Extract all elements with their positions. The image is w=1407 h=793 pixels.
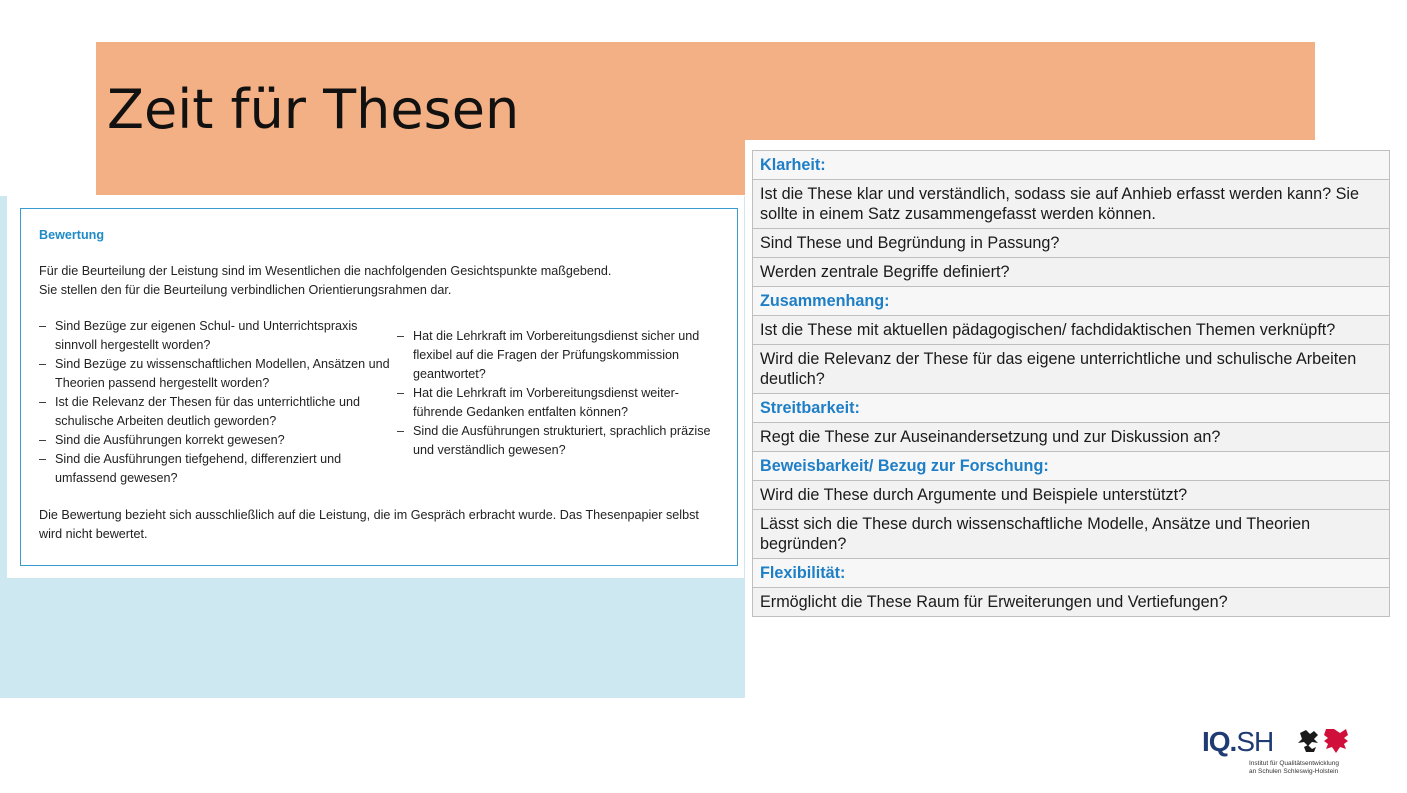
- category-label: Zusammenhang:: [753, 287, 1390, 316]
- table-row: [753, 345, 1390, 394]
- criterion-question: Wird die Relevanz der These für das eigene unterrichtliche und schulische Arbeiten deutlich?: [753, 345, 1390, 394]
- table-row: [753, 180, 1390, 229]
- list-item: – Sind Bezüge zu wissenschaftlichen Modellen, Ansätzen und Theorien passend hergestellt worden?: [39, 355, 395, 393]
- coat-of-arms-icon: [1296, 727, 1362, 755]
- list-item: – Sind Bezüge zur eigenen Schul- und Unterrichtspraxis sinnvoll hergestellt worden?: [39, 317, 395, 355]
- table-row: [753, 510, 1390, 559]
- logo-wordmark: IQ.SH: [1202, 726, 1274, 757]
- category-label: Klarheit:: [753, 151, 1390, 180]
- intro-line-2: Sie stellen den für die Beurteilung verbindlichen Orientierungsrahmen dar.: [39, 283, 452, 297]
- card-closing-note: Die Bewertung bezieht sich ausschließlich auf die Leistung, die im Gespräch erbracht wurde. Das Thesenpapier selbst wird nicht bewertet.: [39, 508, 699, 541]
- table-row: [753, 481, 1390, 510]
- list-item: – Hat die Lehrkraft im Vorbereitungsdienst weiter-führende Gedanken entfalten können?: [397, 384, 719, 422]
- table-row: [753, 316, 1390, 345]
- criteria-column-right: [395, 317, 719, 488]
- criterion-question: Ermöglicht die These Raum für Erweiterungen und Vertiefungen?: [753, 588, 1390, 617]
- list-item: – Sind die Ausführungen korrekt gewesen?: [39, 431, 395, 450]
- criteria-column-left: [39, 317, 395, 488]
- slide-title: Zeit für Thesen: [107, 78, 520, 141]
- table-category-row: [753, 452, 1390, 481]
- card-heading: Bewertung: [39, 228, 105, 242]
- criterion-question: Wird die These durch Argumente und Beispiele unterstützt?: [753, 481, 1390, 510]
- criterion-question: Ist die These mit aktuellen pädagogischen/ fachdidaktischen Themen verknüpft?: [753, 316, 1390, 345]
- intro-line-1: Für die Beurteilung der Leistung sind im Wesentlichen die nachfolgenden Gesichtspunkte maßgebend.: [39, 264, 612, 278]
- table-row: [753, 229, 1390, 258]
- assessment-card: [20, 208, 738, 566]
- table-category-row: [753, 394, 1390, 423]
- table-category-row: [753, 559, 1390, 588]
- list-item: – Hat die Lehrkraft im Vorbereitungsdienst sicher und flexibel auf die Fragen der Prüfungskommission geantwortet?: [397, 327, 719, 384]
- criterion-question: Sind These und Begründung in Passung?: [753, 229, 1390, 258]
- criterion-question: Regt die These zur Auseinandersetzung und zur Diskussion an?: [753, 423, 1390, 452]
- criterion-question: Ist die These klar und verständlich, sodass sie auf Anhieb erfasst werden kann? Sie sollte in einem Satz zusammengefasst werden können.: [753, 180, 1390, 229]
- category-label: Streitbarkeit:: [753, 394, 1390, 423]
- criteria-columns: [39, 317, 719, 488]
- table-row: [753, 258, 1390, 287]
- criterion-question: Lässt sich die These durch wissenschaftliche Modelle, Ansätze und Theorien begründen?: [753, 510, 1390, 559]
- category-label: Beweisbarkeit/ Bezug zur Forschung:: [753, 452, 1390, 481]
- card-intro: [39, 262, 719, 300]
- table-row: [753, 423, 1390, 452]
- table-category-row: [753, 151, 1390, 180]
- iqsh-logo: [1202, 726, 1392, 782]
- category-label: Flexibilität:: [753, 559, 1390, 588]
- list-item: – Sind die Ausführungen tiefgehend, differenziert und umfassend gewesen?: [39, 450, 395, 488]
- table-category-row: [753, 287, 1390, 316]
- criteria-table: [752, 150, 1390, 617]
- list-item: – Ist die Relevanz der Thesen für das unterrichtliche und schulische Arbeiten deutlich geworden?: [39, 393, 395, 431]
- table-row: [753, 588, 1390, 617]
- list-item: – Sind die Ausführungen strukturiert, sprachlich präzise und verständlich gewesen?: [397, 422, 719, 460]
- criterion-question: Werden zentrale Begriffe definiert?: [753, 258, 1390, 287]
- logo-subtitle: Institut für Qualitätsentwicklung an Schulen Schleswig-Holstein: [1249, 760, 1339, 775]
